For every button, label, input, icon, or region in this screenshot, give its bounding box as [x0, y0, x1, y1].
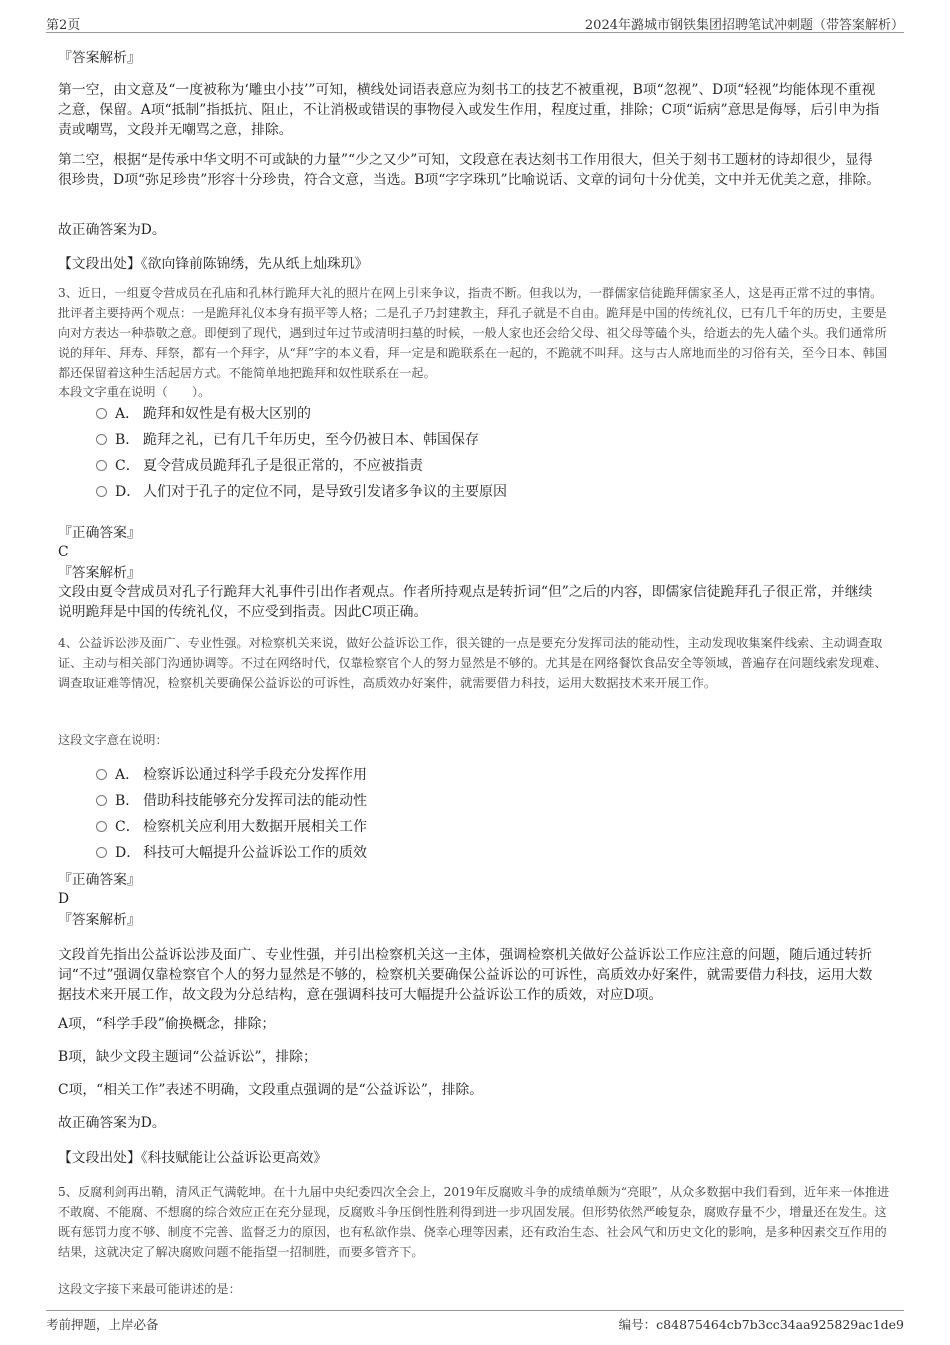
q2-source: 【文段出处】《欲向锋前陈锦绣，先从纸上灿珠玑》	[58, 256, 369, 272]
q3-passage: 3、近日，一组夏令营成员在孔庙和孔林行跪拜大礼的照片在网上引来争议，指责不断。但我以为，一群儒家信徒跪拜儒家圣人，这是再正常不过的事情。批评者主要持两个观点：一是跪拜礼仪本身有损平等人格；二是孔子乃封建教主，拜孔子就是不自由。跪拜是中国的传统礼仪，已有几千年的历史，主要是向对方表达一种恭敬之意。即便到了现代，遇到过年过节或清明扫墓的时候，一般人家也还会给父母、祖父母等磕个头，给逝去的先人磕个头。我们通常所说的拜年、拜寿、拜祭，都有一个拜字，从“拜”字的本义看，拜一定是和跪联系在一起的，不跪就不叫拜。这与古人席地而坐的习俗有关，至今日本、韩国都还保留着这种生活起居方式。不能简单地把跪拜和奴性联系在一起。	[58, 286, 888, 380]
page-header	[46, 12, 904, 33]
radio-button[interactable]	[96, 821, 107, 832]
option-letter: A．	[115, 406, 140, 422]
q4-analysis-label: 『答案解析』	[58, 912, 141, 928]
q4-option-d[interactable]	[96, 843, 367, 863]
option-text: 跪拜和奴性是有极大区别的	[143, 406, 311, 422]
option-text: 夏令营成员跪拜孔子是很正常的，不应被指责	[143, 458, 423, 474]
document-title: 2024年潞城市钢铁集团招聘笔试冲刺题（带答案解析）	[584, 18, 904, 33]
q4-analysis: 文段首先指出公益诉讼涉及面广、专业性强，并引出检察机关这一主体，强调检察机关做好公益诉讼工作应注意的问题，随后通过转折词“不过”强调仅靠检察官个人的努力显然是不够的，检察机关要确保公益诉讼的可诉性，高质效办好案件，就需要借力科技，运用大数据技术来开展工作，故文段为分总结构，意在强调科技可大幅提升公益诉讼工作的质效，对应D项。	[58, 947, 873, 1003]
option-text: 人们对于孔子的定位不同，是导致引发诸多争议的主要原因	[143, 484, 507, 500]
footer-slogan: 考前押题，上岸必备	[46, 1317, 159, 1332]
q4-option-c[interactable]	[96, 817, 367, 837]
q3-option-d[interactable]	[96, 482, 507, 502]
q4-source: 【文段出处】《科技赋能让公益诉讼更高效》	[58, 1150, 328, 1166]
q3-analysis: 文段由夏令营成员对孔子行跪拜大礼事件引出作者观点。作者所持观点是转折词“但”之后的内容，即儒家信徒跪拜孔子很正常，并继续说明跪拜是中国的传统礼仪，不应受到指责。因此C项正确。	[58, 584, 873, 620]
document-serial: 编号：c84875464cb7b3cc34aa925829ac1de9	[618, 1317, 904, 1332]
radio-button[interactable]	[96, 434, 107, 445]
q4-option-a[interactable]	[96, 765, 367, 785]
option-letter: C．	[115, 819, 140, 835]
radio-button[interactable]	[96, 769, 107, 780]
q2-analysis-para2: 第二空，根据“是传承中华文明不可或缺的力量”“少之又少”可知，文段意在表达刻书工作用很大，但关于刻书工题材的诗却很少，显得很珍贵，D项“弥足珍贵”形容十分珍贵，符合文意，当选。B项“字字珠玑”比喻说话、文章的词句十分优美，文中并无优美之意，排除。	[58, 152, 881, 188]
q2-analysis-para1: 第一空，由文意及“一度被称为‘雕虫小技’”可知，横线处词语表意应为刻书工的技艺不被重视，B项“忽视”、D项“轻视”均能体现不重视之意，保留。A项“抵制”指抵抗、阻止，不让消极或错误的事物侵入或发生作用，程度过重，排除；C项“诟病”意思是侮辱，后引申为指责或嘲骂，文段并无嘲骂之意，排除。	[58, 82, 880, 138]
q3-option-c[interactable]	[96, 456, 423, 476]
radio-button[interactable]	[96, 460, 107, 471]
q3-analysis-label: 『答案解析』	[58, 565, 141, 581]
q4-exclusion-a: A项，“科学手段”偷换概念，排除；	[58, 1016, 276, 1032]
radio-button[interactable]	[96, 486, 107, 497]
q2-analysis-label: 『答案解析』	[58, 50, 141, 66]
page-footer	[46, 1310, 904, 1335]
q2-conclusion: 故正确答案为D。	[58, 222, 166, 238]
option-letter: B．	[115, 793, 140, 809]
radio-button[interactable]	[96, 408, 107, 419]
q5-passage: 5、反腐利剑再出鞘，清风正气满乾坤。在十九届中央纪委四次全会上，2019年反腐败斗争的成绩单颇为“亮眼”，从众多数据中我们看到，近年来一体推进不敢腐、不能腐、不想腐的综合效应正在充分显现，反腐败斗争压倒性胜利得到进一步巩固发展。但形势依然严峻复杂，腐败存量不少，增量还在发生。这既有惩罚力度不够、制度不完善、监督乏力的原因，也有私欲作祟、侥幸心理等因素，还有政治生态、社会风气和历史文化的影响，是多种因素交互作用的结果，这就决定了解决腐败问题不能指望一招制胜，而要多管齐下。	[58, 1185, 890, 1259]
q4-passage: 4、公益诉讼涉及面广、专业性强。对检察机关来说，做好公益诉讼工作，很关键的一点是要充分发挥司法的能动性，主动发现收集案件线索、主动调查取证、主动与相关部门沟通协调等。不过在网络时代，仅靠检察官个人的努力显然是不够的。尤其是在网络餐饮食品安全等领域，普遍存在问题线索发现难、调查取证难等情况，检察机关要确保公益诉讼的可诉性，高质效办好案件，就需要借力科技，运用大数据技术来开展工作。	[58, 636, 887, 690]
option-letter: D．	[115, 484, 141, 500]
q3-option-b[interactable]	[96, 430, 479, 450]
option-letter: A．	[115, 767, 140, 783]
q4-conclusion: 故正确答案为D。	[58, 1115, 166, 1131]
q4-answer: D	[58, 891, 70, 907]
option-text: 借助科技能够充分发挥司法的能动性	[143, 793, 367, 809]
q5-question: 这段文字接下来最可能讲述的是：	[58, 1282, 241, 1296]
q4-option-b[interactable]	[96, 791, 367, 811]
radio-button[interactable]	[96, 847, 107, 858]
q4-question: 这段文字意在说明：	[58, 733, 168, 747]
option-letter: C．	[115, 458, 140, 474]
q4-exclusion-c: C项，“相关工作”表述不明确，文段重点强调的是“公益诉讼”，排除。	[58, 1082, 484, 1098]
page-number: 第2页	[46, 18, 81, 33]
q4-answer-label: 『正确答案』	[58, 872, 141, 888]
q4-exclusion-b: B项，缺少文段主题词“公益诉讼”，排除；	[58, 1049, 317, 1065]
radio-button[interactable]	[96, 795, 107, 806]
q3-answer-label: 『正确答案』	[58, 525, 141, 541]
q3-answer: C	[58, 544, 69, 560]
option-letter: B．	[115, 432, 140, 448]
option-text: 科技可大幅提升公益诉讼工作的质效	[143, 845, 367, 861]
option-text: 检察机关应利用大数据开展相关工作	[143, 819, 367, 835]
option-letter: D．	[115, 845, 141, 861]
option-text: 检察诉讼通过科学手段充分发挥作用	[143, 767, 367, 783]
q3-question: 本段文字重在说明（ ）。	[58, 385, 211, 399]
option-text: 跪拜之礼，已有几千年历史，至今仍被日本、韩国保存	[143, 432, 479, 448]
q3-option-a[interactable]	[96, 404, 311, 424]
